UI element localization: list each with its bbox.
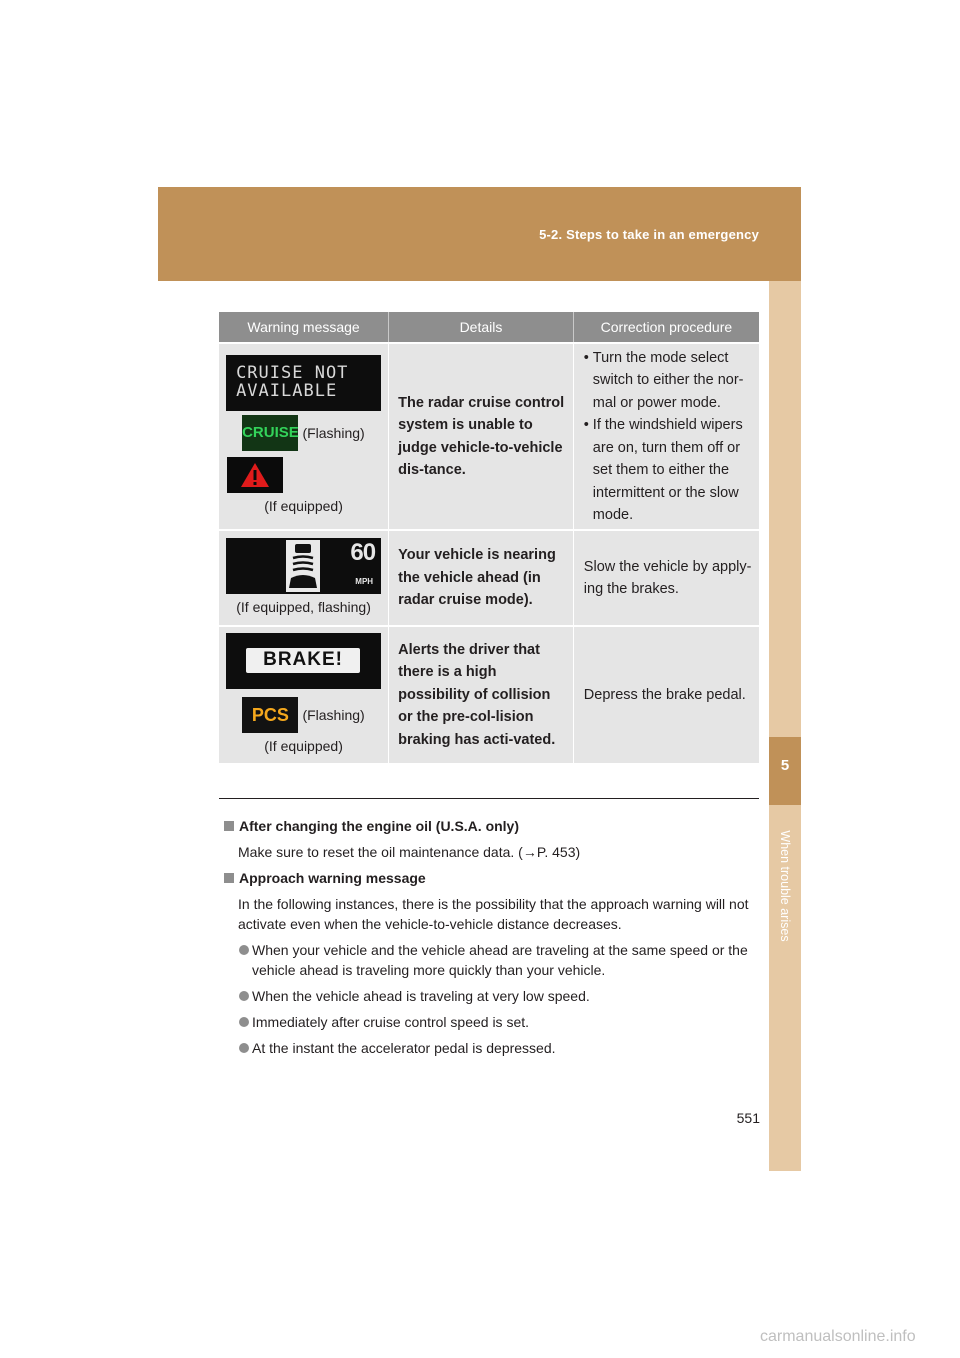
correction-bullet: • Turn the mode select switch to either the nor-mal or power mode. <box>584 347 755 415</box>
cruise-indicator-row <box>219 415 388 451</box>
brake-text: BRAKE! <box>246 648 360 673</box>
flashing-caption: (Flashing) <box>302 425 365 441</box>
correction-cell <box>573 343 759 530</box>
cruise-not-available-display <box>226 355 381 411</box>
cruise-indicator-icon: CRUISE <box>242 415 298 451</box>
master-warning-icon <box>227 457 283 493</box>
approach-warning-text: In the following instances, there is the possibility that the approach warning will not activate even when the vehicle-to-vehicle distance decreases. <box>238 896 749 932</box>
oil-change-heading: After changing the engine oil (U.S.A. only) <box>224 816 759 836</box>
speed-unit: MPH <box>355 576 374 586</box>
chapter-number: 5 <box>780 757 790 774</box>
if-equipped-flashing-caption: (If equipped, flashing) <box>236 598 371 615</box>
header-details: Details <box>389 312 574 343</box>
chapter-side-strip <box>769 281 801 1171</box>
correction-cell: Slow the vehicle by apply-ing the brakes. <box>573 530 759 626</box>
list-item: At the instant the accelerator pedal is depressed. <box>224 1038 759 1058</box>
if-equipped-caption: (If equipped) <box>264 737 343 754</box>
speed-readout: 60 <box>350 538 376 566</box>
oil-change-text: Make sure to reset the oil maintenance data. (→P. 453) <box>238 844 581 860</box>
correction-bullet: • If the windshield wipers are on, turn them off or set them to either the intermittent or the slow mode. <box>584 414 755 527</box>
table-row <box>219 626 759 763</box>
header-warning-message: Warning message <box>219 312 389 343</box>
chapter-label-wrap <box>772 819 798 959</box>
table-row <box>219 530 759 626</box>
details-cell: The radar cruise control system is unable to judge vehicle-to-vehicle dis-tance. <box>389 343 574 530</box>
brake-warning-display <box>226 633 381 689</box>
page-number: 551 <box>736 1110 760 1126</box>
header-correction-procedure: Correction procedure <box>573 312 759 343</box>
warning-message-table <box>219 312 759 763</box>
vehicle-ahead-icon <box>286 540 320 592</box>
section-header-band <box>158 187 801 281</box>
list-item: When your vehicle and the vehicle ahead are traveling at the same speed or the vehicle ahead is traveling more quickly than your vehicle. <box>224 940 759 980</box>
section-title: 5-2. Steps to take in an emergency <box>539 227 759 242</box>
display-text: CRUISE NOT AVAILABLE <box>236 363 349 402</box>
list-item: When the vehicle ahead is traveling at very low speed. <box>224 986 759 1006</box>
chapter-label: When trouble arises <box>778 830 792 942</box>
list-item: Immediately after cruise control speed is set. <box>224 1012 759 1032</box>
pcs-indicator-icon: PCS <box>242 697 298 733</box>
warning-message-cell <box>219 626 389 763</box>
watermark: carmanualsonline.info <box>760 1328 916 1345</box>
table-row <box>219 343 759 530</box>
divider-rule <box>219 798 759 799</box>
pcs-indicator-row <box>219 697 388 733</box>
approach-warning-display <box>226 538 381 594</box>
correction-cell: Depress the brake pedal. <box>573 626 759 763</box>
if-equipped-caption: (If equipped) <box>264 498 343 515</box>
warning-message-cell <box>219 530 389 626</box>
chapter-tab <box>769 737 801 805</box>
warning-message-cell <box>219 343 389 530</box>
details-cell: Your vehicle is nearing the vehicle ahead (in radar cruise mode). <box>389 530 574 626</box>
approach-warning-heading: Approach warning message <box>224 868 759 888</box>
notes-section <box>224 816 759 1064</box>
flashing-caption: (Flashing) <box>302 706 365 723</box>
details-cell: Alerts the driver that there is a high possibility of collision or the pre-col-lision braking has acti-vated. <box>389 626 574 763</box>
